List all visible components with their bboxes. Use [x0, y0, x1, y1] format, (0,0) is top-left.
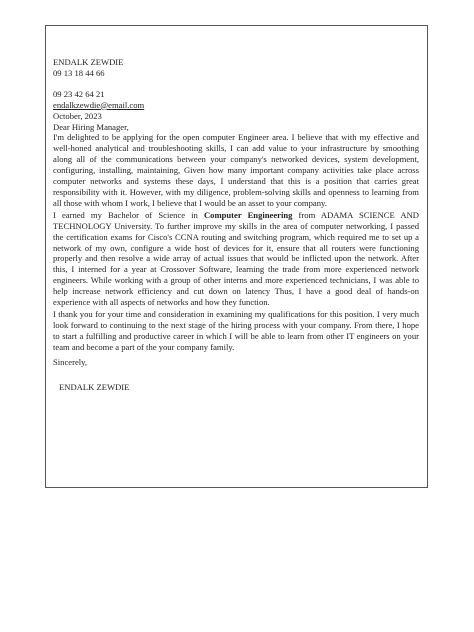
sender-email-link[interactable]: endalkzewdie@email.com	[53, 99, 145, 110]
paragraph-education	[53, 210, 419, 308]
salutation: Dear Hiring Manager,	[53, 121, 129, 132]
letter-content	[53, 57, 419, 393]
sender-phone-secondary: 09 23 42 64 21	[53, 88, 105, 99]
closing-phrase: Sincerely,	[53, 356, 88, 367]
sender-name: ENDALK ZEWDIE	[53, 57, 124, 67]
degree-field: Computer Engineering	[203, 209, 293, 220]
letter-page	[45, 25, 428, 488]
sender-phone-primary: 09 13 18 44 66	[53, 67, 105, 78]
paragraph-closing: I thank you for your time and consideration in examining my qualifications for this position. I very much look forward to continuing to the next stage of the hiring process with your company. From there, I hope to start a fulfilling and productive career in which I will be able to learn from other IT engineers on your team and become a part of the your company family.	[53, 308, 419, 352]
paragraph-education-start: I earned my Bachelor of Science in	[53, 209, 204, 220]
spacer	[53, 79, 419, 89]
letter-date: October, 2023	[53, 110, 102, 121]
signature-name: ENDALK ZEWDIE	[59, 382, 130, 393]
paragraph-education-rest: from ADAMA SCIENCE AND TECHNOLOGY University. To further improve my skills in the area of computer networking, I passed the certification exams for Cisco's CCNA routing and switching program, which required me to set up a network of my own, configure a wide host of devices for it, ensure that all routers were functioning properly and then resolve a wide array of actual issues that would be inflicted upon the network. After this, I interned for a year at Crossover Software, learning the trade from more experienced network engineers. While working with a group of other interns and more experienced technicians, I was able to help increase network efficiency and cut down on latency Thus, I have a good deal of hands-on experience with all aspects of networks and how they function.	[53, 209, 419, 308]
paragraph-intro: I'm delighted to be applying for the open computer Engineer area. I believe that with my effective and well-honed analytical and troubleshooting skills, I can add value to your infrastructure by smoothing along all of the communications between your company's networked devices, system development, configuring, installing, maintaining, Given how many important company activities take place across computer networks and systems these days, I understand that this is a position that carries great responsibility with it. However, with my diligence, problem-solving skills and openness to learning from all those with whom I work, I believe that I would be an asset to your company.	[53, 132, 419, 208]
